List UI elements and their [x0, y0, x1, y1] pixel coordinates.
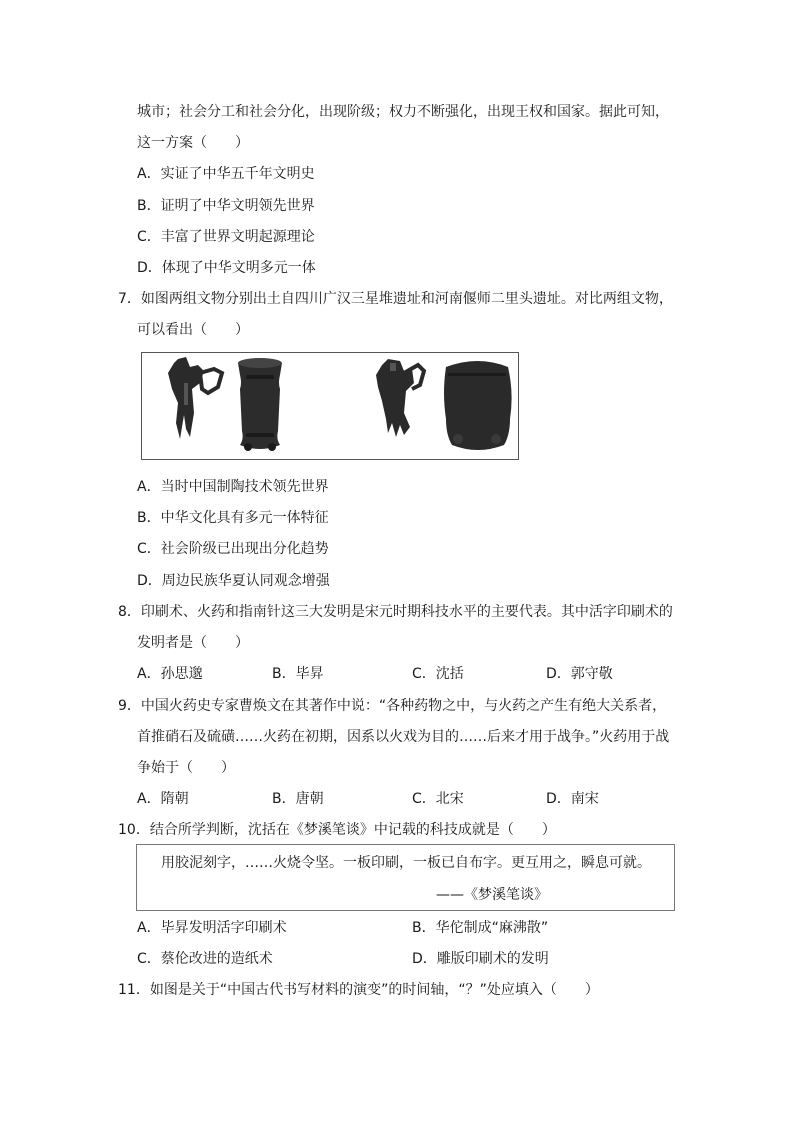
q9-option-c: C．北宋	[412, 791, 464, 807]
q8-stem-line-2: 发明者是（ ）	[137, 635, 249, 651]
q9-stem-line-2: 首推硝石及硫磺……火药在初期，因系以火戏为目的……后来才用于战争。”火药用于战	[137, 729, 670, 745]
cylinder-vessel-2	[444, 361, 512, 450]
q6-stem-line-2: 这一方案（ ）	[137, 135, 249, 151]
q8-option-d: D．郭守敬	[546, 666, 613, 682]
q9-option-a: A．隋朝	[137, 791, 189, 807]
q9-stem-line-3: 争始于（ ）	[137, 760, 235, 776]
q8-option-b: B．毕昇	[272, 666, 324, 682]
q7-option-a: A．当时中国制陶技术领先世界	[137, 479, 329, 495]
q10-option-d: D．雕版印刷术的发明	[412, 951, 549, 967]
q6-option-a: A．实证了中华五千年文明史	[137, 166, 315, 182]
q10-option-c: C．蔡伦改进的造纸术	[137, 951, 273, 967]
q9-option-d: D．南宋	[546, 791, 599, 807]
q7-stem-line-1: 7．如图两组文物分别出土自四川广汉三星堆遗址和河南偃师二里头遗址。对比两组文物，	[118, 291, 673, 307]
q6-option-d: D．体现了中华文明多元一体	[137, 260, 316, 276]
q8-stem-line-1: 8．印刷术、火药和指南针这三大发明是宋元时期科技水平的主要代表。其中活字印刷术的	[118, 604, 673, 620]
q10-quote-text: 用胶泥刻字，……火烧令坚。一板印刷，一板已自布字。更互用之，瞬息可就。	[161, 855, 651, 871]
jue-vessel-2	[376, 359, 424, 437]
q9-stem-line-1: 9．中国火药史专家曹焕文在其著作中说：“各种药物之中，与火药之产生有绝大关系者，	[118, 698, 667, 714]
q6-option-b: B．证明了中华文明领先世界	[137, 198, 315, 214]
q6-stem-line-1: 城市；社会分工和社会分化，出现阶级；权力不断强化，出现王权和国家。据此可知，	[137, 104, 669, 120]
cylinder-vessel-1	[238, 358, 282, 451]
q8-option-c: C．沈括	[412, 666, 464, 682]
q11-stem: 11．如图是关于“中国古代书写材料的演变”的时间轴，“？”处应填入（ ）	[118, 982, 599, 998]
q9-option-b: B．唐朝	[272, 791, 324, 807]
q7-artifact-figure	[141, 352, 519, 460]
artifact-photos	[142, 353, 518, 459]
q10-stem: 10．结合所学判断，沈括在《梦溪笔谈》中记载的科技成就是（ ）	[118, 822, 556, 838]
q7-stem-line-2: 可以看出（ ）	[137, 322, 249, 338]
q7-option-c: C．社会阶级已出现出分化趋势	[137, 541, 329, 557]
q8-option-a: A．孙思邈	[137, 666, 203, 682]
q10-option-a: A．毕昇发明活字印刷术	[137, 920, 287, 936]
jue-vessel-1	[168, 357, 222, 439]
q7-option-b: B．中华文化具有多元一体特征	[137, 510, 329, 526]
q6-option-c: C．丰富了世界文明起源理论	[137, 229, 315, 245]
q10-quote-source: ——《梦溪笔谈》	[436, 887, 548, 903]
q10-quote-box	[136, 844, 675, 911]
q7-option-d: D．周边民族华夏认同观念增强	[137, 573, 330, 589]
q10-option-b: B．华佗制成“麻沸散”	[412, 920, 549, 936]
